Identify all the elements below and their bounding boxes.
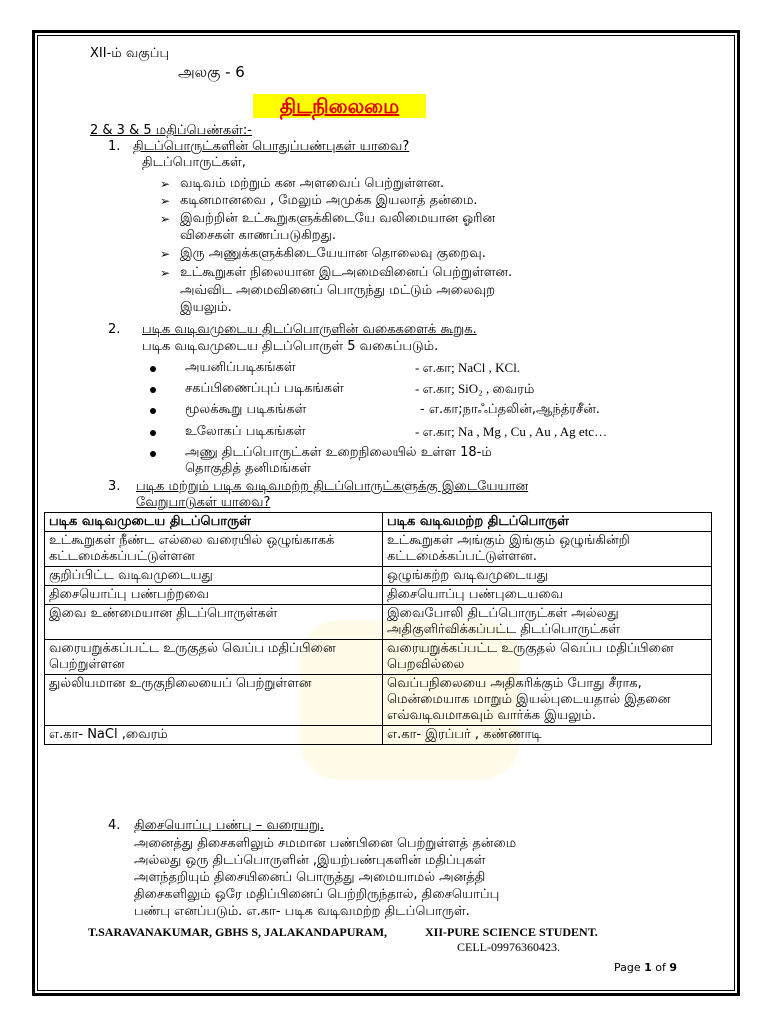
footer-class: XII-PURE SCIENCE STUDENT. — [425, 925, 598, 939]
q3-question-line1: படிக மற்றும் படிக வடிவமற்ற திடப்பொருட்களுக்கு இடையேயான — [136, 479, 529, 494]
table-row — [45, 532, 712, 567]
table-cell: துல்லியமான உருகுநிலையைப் பெற்றுள்ளன — [45, 675, 383, 726]
table-header-row — [45, 513, 712, 532]
table-cell: திசையொப்பு பண்பற்றவை — [45, 586, 383, 605]
q1-number: 1. — [108, 139, 121, 154]
q2-type-example: - எ.கா;நாஃப்தலின்,ஆந்த்ரசீன். — [420, 402, 600, 417]
table-cell: வரையறுக்கப்பட்ட உருகுதல் வெப்ப மதிப்பினை பெறவில்லை — [383, 640, 712, 675]
q2-type-name: உலோகப் படிகங்கள் — [185, 424, 306, 439]
q1-point: இரு அணுக்களுக்கிடையேயான தொலைவு குறைவு. — [180, 246, 486, 261]
bullet-icon — [150, 408, 156, 414]
bullet-icon — [150, 451, 156, 457]
arrow-bullet-icon: ➢ — [160, 212, 171, 226]
table-row — [45, 605, 712, 640]
q2-type-example: - எ.கா; NaCl , KCl. — [415, 360, 521, 375]
q2-type-name: அயனிப்படிகங்கள் — [185, 360, 296, 375]
q1-point: இவற்றின் உட்கூறுகளுக்கிடையே வலிமையான ஓரின — [180, 211, 496, 226]
table-cell: குறிப்பிட்ட வடிவமுடையது — [45, 567, 383, 586]
q1-point: வடிவம் மற்றும் கன அளவைப் பெற்றுள்ளன. — [180, 176, 445, 191]
q3-question-line2: வேறுபாடுகள் யாவை? — [136, 495, 271, 510]
q2-type-name: மூலக்கூறு படிகங்கள் — [185, 402, 307, 417]
table-row — [45, 640, 712, 675]
page-title: திடநிலைமை — [279, 94, 400, 118]
arrow-bullet-icon: ➢ — [160, 177, 171, 191]
q4-line: அல்லது ஒரு திடப்பொருளின் ,இயற்பண்புகளின் மதிப்புகள் — [134, 853, 486, 868]
q2-atomic-line2: தொகுதித் தனிமங்கள் — [185, 461, 312, 476]
q2-type-example: - எ.கா; SiO₂ , வைரம் — [415, 381, 535, 396]
arrow-bullet-icon: ➢ — [160, 266, 171, 280]
bullet-icon — [150, 366, 156, 372]
q4-line: அளந்தறியும் திசையினைப் பொருத்து அமையாமல் அனத்தி — [134, 870, 486, 885]
table-row — [45, 586, 712, 605]
q4-line: அனைத்து திசைகளிலும் சமமான பண்பினை பெற்றுள்ளத் தன்மை — [134, 836, 517, 851]
q1-intro: திடப்பொருட்கள், — [142, 155, 246, 170]
page-total: 9 — [669, 961, 678, 974]
q4-line: திசைகளிலும் ஒரே மதிப்பினைப் பெற்றிருந்தால், திசையொப்பு — [134, 887, 500, 902]
table-cell: ஒழுங்கற்ற வடிவமுடையது — [383, 567, 712, 586]
q4-line: பண்பு எனப்படும். எ.கா- படிக வடிவமற்ற திடப்பொருள். — [134, 904, 470, 919]
table-row — [45, 726, 712, 745]
table-cell: இவைபோலி திடப்பொருட்கள் அல்லது அதிகுளிர்விக்கப்பட்ட திடப்பொருட்கள் — [383, 605, 712, 640]
table-row — [45, 567, 712, 586]
table-row — [45, 675, 712, 726]
page-of: of — [651, 961, 670, 974]
table-cell: எ.கா- NaCl ,வைரம் — [45, 726, 383, 745]
q3-number: 3. — [108, 479, 121, 494]
q2-number: 2. — [108, 322, 121, 337]
q1-point: கடினமானவை , மேலும் அமுக்க இயலாத் தன்மை. — [180, 193, 478, 208]
arrow-bullet-icon: ➢ — [160, 247, 171, 261]
page-current: 1 — [644, 961, 652, 974]
table-cell: இவை உண்மையான திடப்பொருள்கள் — [45, 605, 383, 640]
class-label: XII-ம் வகுப்பு — [90, 46, 170, 61]
table-cell: வரையறுக்கப்பட்ட உருகுதல் வெப்ப மதிப்பினை பெற்றுள்ளன — [45, 640, 383, 675]
q1-question: திடப்பொருட்களின் பொதுப்பண்புகள் யாவை? — [133, 139, 410, 154]
q1-point: அவ்விட அமைவினைப் பொருந்து மட்டும் அலைவுற — [180, 283, 496, 298]
q1-point: உட்கூறுகள் நிலையான இடஅமைவினைப் பெற்றுள்ளன. — [180, 265, 513, 280]
q4-heading: திசையொப்பு பண்பு – வரையறு. — [134, 818, 324, 833]
footer-author: T.SARAVANAKUMAR, GBHS S, JALAKANDAPURAM, — [88, 925, 388, 939]
bullet-icon — [150, 387, 156, 393]
table-cell: வெப்பநிலையை அதிகரிக்கும் போது சீராக, மென்மையாக மாறும் இயல்புடையதால் இதனை எவ்வடிவமாகவும் வார்க்க இயலும். — [383, 675, 712, 726]
footer-cell: CELL-09976360423. — [457, 940, 560, 954]
page-number — [614, 961, 677, 975]
q1-point: விசைகள் காணப்படுகிறது. — [180, 228, 336, 243]
q4-number: 4. — [108, 818, 121, 833]
q1-point: இயலும். — [180, 300, 232, 315]
q2-type-example: - எ.கா; Na , Mg , Cu , Au , Ag etc… — [415, 424, 608, 439]
page-prefix: Page — [614, 961, 645, 974]
column-header: படிக வடிவமுடைய திடப்பொருள் — [45, 513, 383, 532]
column-header: படிக வடிவமற்ற திடப்பொருள் — [383, 513, 712, 532]
table-cell: திசையொப்பு பண்புடையவை — [383, 586, 712, 605]
comparison-table — [44, 512, 712, 745]
q2-type-name: சகப்பிணைப்புப் படிகங்கள் — [185, 381, 344, 396]
table-cell: உட்கூறுகள் அங்கும் இங்கும் ஒழுங்கின்றி கட்டமைக்கப்பட்டுள்ளன. — [383, 532, 712, 567]
arrow-bullet-icon: ➢ — [160, 194, 171, 208]
q2-question: படிக வடிவமுடைய திடப்பொருளின் வகைகளைக் கூறுக. — [142, 322, 477, 337]
q2-atomic-line1: அணு திடப்பொருட்கள் உறைநிலையில் உள்ள 18-ம் — [185, 445, 492, 460]
table-cell: உட்கூறுகள் நீண்ட எல்லை வரையில் ஒழுங்காகக் கட்டமைக்கப்பட்டுள்ளன — [45, 532, 383, 567]
table-cell: எ.கா- இரப்பர் , கண்ணாடி — [383, 726, 712, 745]
unit-label: அலகு - 6 — [178, 63, 245, 81]
section-heading: 2 & 3 & 5 மதிப்பெண்கள்:- — [90, 123, 252, 138]
bullet-icon — [150, 430, 156, 436]
q2-intro: படிக வடிவமுடைய திடப்பொருள் 5 வகைப்படும். — [142, 339, 439, 354]
